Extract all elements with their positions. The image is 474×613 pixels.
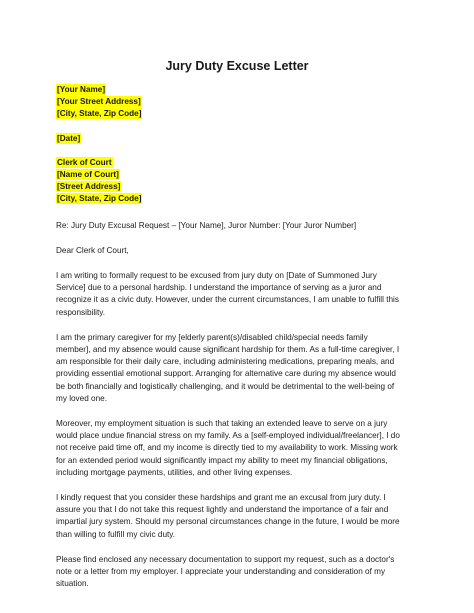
paragraph-line: would place undue financial stress on my family. As a [self-employed individual/freelancer], I do	[56, 431, 400, 441]
recipient-line-2: [Name of Court]	[57, 170, 119, 180]
sender-block	[56, 84, 418, 121]
paragraph-line: situation.	[56, 579, 89, 589]
paragraph-3	[56, 418, 418, 479]
subject-line: Re: Jury Duty Excusal Request – [Your Name], Juror Number: [Your Juror Number]	[56, 220, 357, 230]
paragraph-line: impartial jury system. Should my personal circumstances change in the future, I would be more	[56, 517, 400, 527]
paragraph-line: responsibility.	[56, 307, 105, 317]
paragraph-line: my loved one.	[56, 393, 107, 403]
paragraph-line: am responsible for their daily care, including administering medications, preparing meals, and	[56, 357, 395, 367]
paragraph-5	[56, 554, 418, 591]
page-title: Jury Duty Excuse Letter	[165, 59, 309, 73]
paragraph-line: for an extended period would significantly impact my ability to meet my financial obligations,	[56, 455, 388, 465]
sender-street: [Your Street Address]	[57, 97, 141, 107]
paragraph-line: assure you that I do not take this request lightly and understand the importance of a fair and	[56, 505, 389, 515]
paragraph-2	[56, 332, 418, 405]
sender-city: [City, State, Zip Code]	[57, 109, 142, 119]
paragraph-line: I am the primary caregiver for my [elderly parent(s)/disabled child/special needs family	[56, 332, 368, 342]
paragraph-line: than willing to fulfill my civic duty.	[56, 529, 176, 539]
paragraph-line: note or a letter from my employer. I appreciate your understanding and consideration of my	[56, 567, 386, 577]
paragraph-line: member], and my absence would cause significant hardship for them. As a full-time caregiver, I	[56, 345, 400, 355]
paragraph-line: Service] due to a personal hardship. I understand the importance of serving as a juror and	[56, 283, 382, 293]
paragraph-4	[56, 492, 418, 541]
paragraph-line: recognize it as a civic duty. However, under the current circumstances, I am unable to fulfill this	[56, 295, 399, 305]
recipient-line-1: Clerk of Court	[57, 157, 112, 167]
recipient-block	[56, 157, 418, 206]
paragraph-line: be both financially and logistically challenging, and it would be detrimental to the well-being of	[56, 381, 395, 391]
paragraph-line: Please find enclosed any necessary documentation to support my request, such as a doctor's	[56, 554, 395, 564]
paragraph-line: Moreover, my employment situation is such that taking an extended leave to serve on a jury	[56, 419, 388, 429]
letter-date: [Date]	[57, 133, 81, 143]
date-block	[56, 133, 418, 145]
paragraph-line: I kindly request that you consider these hardships and grant me an excusal from jury duty. I	[56, 493, 386, 503]
recipient-line-3: [Street Address]	[57, 182, 121, 192]
paragraph-line: providing essential emotional support. Arranging for alternative care during my absence would	[56, 369, 396, 379]
paragraph-line: not receive paid time off, and my income is directly tied to my availability to work. Missing work	[56, 443, 398, 453]
paragraph-1	[56, 270, 418, 319]
recipient-line-4: [City, State, Zip Code]	[57, 194, 142, 204]
paragraph-line: I am writing to formally request to be excused from jury duty on [Date of Summoned Jury	[56, 271, 377, 281]
salutation: Dear Clerk of Court,	[56, 245, 129, 255]
sender-name: [Your Name]	[57, 85, 106, 94]
paragraph-line: including mortgage payments, utilities, and other living expenses.	[56, 467, 293, 477]
